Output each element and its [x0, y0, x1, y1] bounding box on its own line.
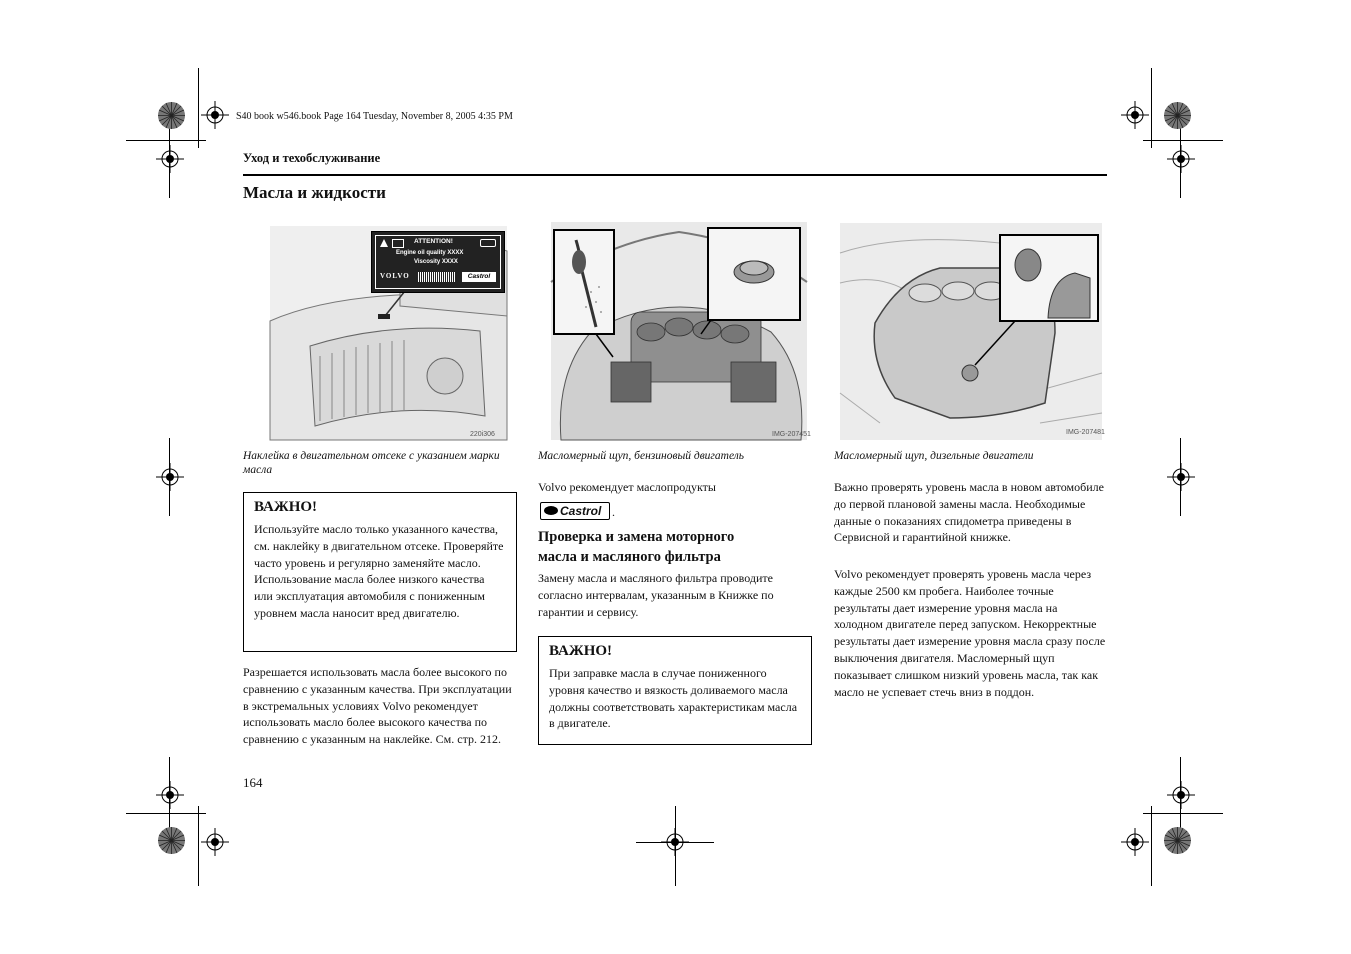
- rosette-mark-icon: [157, 826, 186, 855]
- oil-can-icon: [480, 239, 496, 247]
- important-text: При заправке масла в случае пониженного уровня качество и вязкость доливаемого масла должны соответствовать характеристикам масла в двигателе.: [549, 666, 798, 731]
- registration-mark-icon: [201, 101, 229, 129]
- castrol-emblem-icon: [544, 506, 558, 515]
- figure-id-label: IMG-207481: [1066, 429, 1105, 436]
- figure-caption-diesel: Масломерный щуп, дизельные двигатели: [834, 450, 1034, 462]
- subheading: [538, 527, 810, 567]
- registration-mark-icon: [156, 145, 184, 173]
- section-heading: Уход и техобслуживание: [243, 151, 381, 165]
- page-number: 164: [243, 775, 263, 790]
- logo-suffix: .: [612, 505, 615, 519]
- book-icon: [392, 239, 404, 248]
- registration-mark-icon: [1167, 781, 1195, 809]
- col1-paragraph: Разрешается использовать масла более высокого по сравнению с указанным качества. При эксплуатации в экстремальных условиях Volvo рекомендует использовать масло более высокого качества по сравнению с указанным на наклейке. См. стр. 212.: [243, 665, 512, 747]
- subheading-line-1: Проверка и замена моторного: [538, 529, 735, 545]
- registration-mark-icon: [1121, 101, 1149, 129]
- castrol-logo-text: Castrol: [560, 504, 602, 518]
- warning-triangle-icon: [380, 239, 388, 247]
- oil-quality-label: [371, 231, 505, 293]
- figure-id-label: IMG-207451: [772, 431, 811, 438]
- label-viscosity: Viscosity XXXX: [414, 259, 458, 265]
- castrol-logo: [540, 502, 610, 520]
- registration-mark-icon: [156, 463, 184, 491]
- header-rule: [243, 174, 1107, 176]
- label-castrol-logo: Castrol: [462, 272, 496, 282]
- important-box-1: [243, 492, 517, 652]
- important-title: ВАЖНО!: [549, 643, 613, 659]
- registration-mark-icon: [1121, 828, 1149, 856]
- label-quality: Engine oil quality XXXX: [396, 250, 464, 256]
- subheading-line-2: масла и масляного фильтра: [538, 549, 721, 565]
- label-barcode: [418, 272, 456, 282]
- registration-mark-icon: [156, 781, 184, 809]
- registration-mark-icon: [201, 828, 229, 856]
- recommends-text: Volvo рекомендует маслопродукты: [538, 480, 716, 494]
- col2-paragraph: Замену масла и масляного фильтра проводите согласно интервалам, указанным в Книжке по гарантии и сервису.: [538, 571, 774, 619]
- important-box-2: [538, 636, 812, 745]
- figure-id-label: 220i306: [470, 431, 495, 438]
- registration-mark-icon: [1167, 463, 1195, 491]
- rosette-mark-icon: [157, 101, 186, 130]
- figure-oil-label: [270, 226, 507, 440]
- rosette-mark-icon: [1163, 826, 1192, 855]
- figure-caption-petrol: Масломерный щуп, бензиновый двигатель: [538, 450, 745, 462]
- petrol-engine-illustration: [551, 222, 811, 440]
- figure-diesel-dipstick: [840, 223, 1105, 440]
- book-info-line: S40 book w546.book Page 164 Tuesday, November 8, 2005 4:35 PM: [236, 111, 513, 122]
- important-text: Используйте масло только указанного качества, см. наклейку в двигательном отсеке. Проверяйте часто уровень и регулярно заменяйте масло. Использование масла более низкого качества или эксплуатация автомобиля с пониженным уровнем масла наносит вред двигателю.: [254, 522, 504, 620]
- label-attention: ATTENTION!: [414, 238, 453, 245]
- important-title: ВАЖНО!: [254, 499, 318, 515]
- figure-caption-oil-label: Наклейка в двигательном отсеке с указанием марки масла: [243, 450, 500, 476]
- col3-paragraph-1: Важно проверять уровень масла в новом автомобиле до первой плановой замены масла. Необходимые данные о показаниях спидометра приведены в Сервисной и гарантийной книжке.: [834, 480, 1104, 545]
- diesel-engine-illustration: [840, 223, 1105, 440]
- rosette-mark-icon: [1163, 101, 1192, 130]
- registration-mark-icon: [1167, 145, 1195, 173]
- label-volvo-logo: VOLVO: [380, 272, 410, 280]
- page-title: Масла и жидкости: [243, 183, 386, 202]
- figure-petrol-dipstick: [551, 222, 811, 440]
- col3-paragraph-2: Volvo рекомендует проверять уровень масла через каждые 2500 км пробега. Наиболее точные результаты дает измерение уровня масла на холодном двигателе перед запуском. Некорректные результаты дает измерение уровня масла сразу после выключения двигателя. Масломерный щуп показывает слишком низкий уровень масла, так как масло не успевает стечь вниз в поддон.: [834, 567, 1106, 699]
